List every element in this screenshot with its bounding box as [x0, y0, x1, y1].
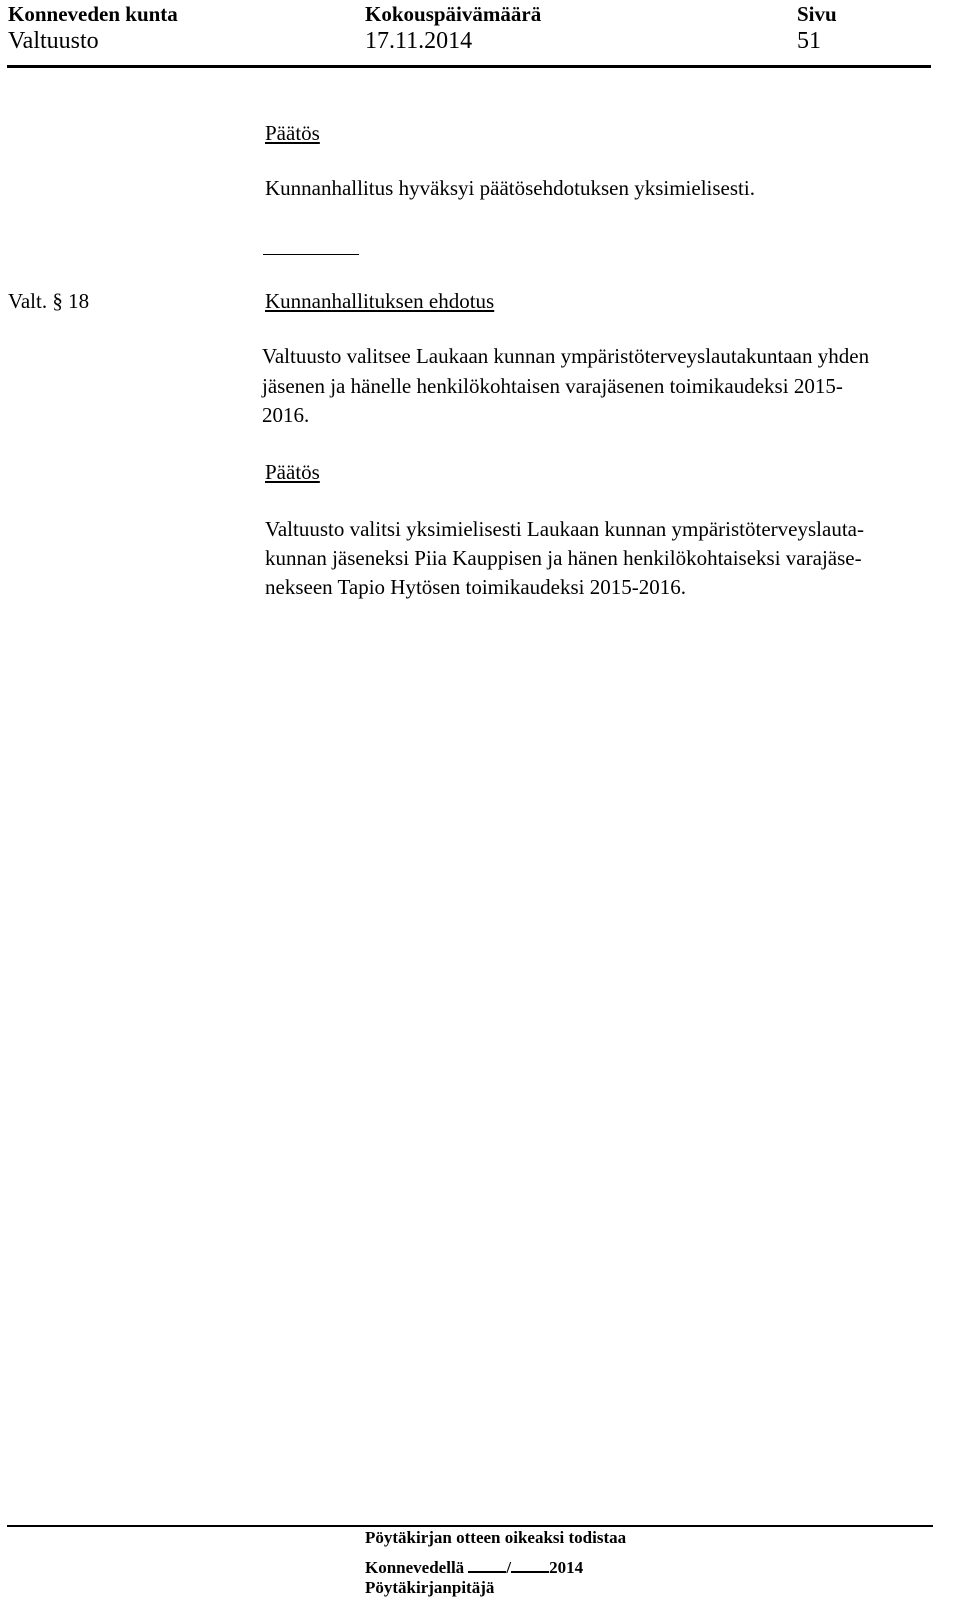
proposal-line: jäsenen ja hänelle henkilökohtaisen varajäsenen toimikaudeksi 2015-: [262, 374, 843, 398]
proposal-line: 2016.: [262, 403, 310, 427]
decision-heading-2: Päätös: [265, 460, 320, 484]
page-number: 51: [797, 28, 821, 54]
day-blank: [468, 1553, 506, 1573]
secretary-label: Pöytäkirjanpitäjä: [365, 1578, 495, 1597]
proposal-line: Valtuusto valitsee Laukaan kunnan ympäristöterveyslautakuntaan yhden: [262, 344, 870, 368]
certification-place-date: [365, 1553, 583, 1578]
header-rule: [7, 65, 931, 68]
item-number: § 18: [52, 289, 90, 313]
meeting-body: Valtuusto: [8, 28, 99, 54]
certification-text: Pöytäkirjan otteen oikeaksi todistaa: [365, 1528, 627, 1547]
meeting-date: 17.11.2014: [365, 28, 473, 54]
item-reference: [8, 287, 89, 315]
certification-year: 2014: [549, 1558, 584, 1577]
date-slash: /: [506, 1558, 512, 1577]
page-label: Sivu: [797, 2, 837, 26]
decision-line: kunnan jäseneksi Piia Kauppisen ja hänen henkilökohtaiseksi varajäse-: [265, 546, 862, 570]
item-prefix: Valt.: [8, 289, 48, 313]
place: Konnevedellä: [365, 1558, 465, 1577]
municipality-name: Konneveden kunta: [8, 2, 178, 26]
decision-text-1: Kunnanhallitus hyväksyi päätösehdotuksen yksimielisesti.: [265, 176, 755, 200]
section-separator: [263, 254, 359, 255]
decision-heading-1: Päätös: [265, 121, 320, 145]
decision-line: Valtuusto valitsi yksimielisesti Laukaan kunnan ympäristöterveyslauta-: [265, 517, 864, 541]
date-label: Kokouspäivämäärä: [365, 2, 542, 26]
month-blank: [511, 1553, 549, 1573]
footer-rule: [7, 1525, 933, 1527]
proposal-heading: Kunnanhallituksen ehdotus: [265, 289, 495, 313]
decision-line: nekseen Tapio Hytösen toimikaudeksi 2015-2016.: [265, 575, 686, 599]
